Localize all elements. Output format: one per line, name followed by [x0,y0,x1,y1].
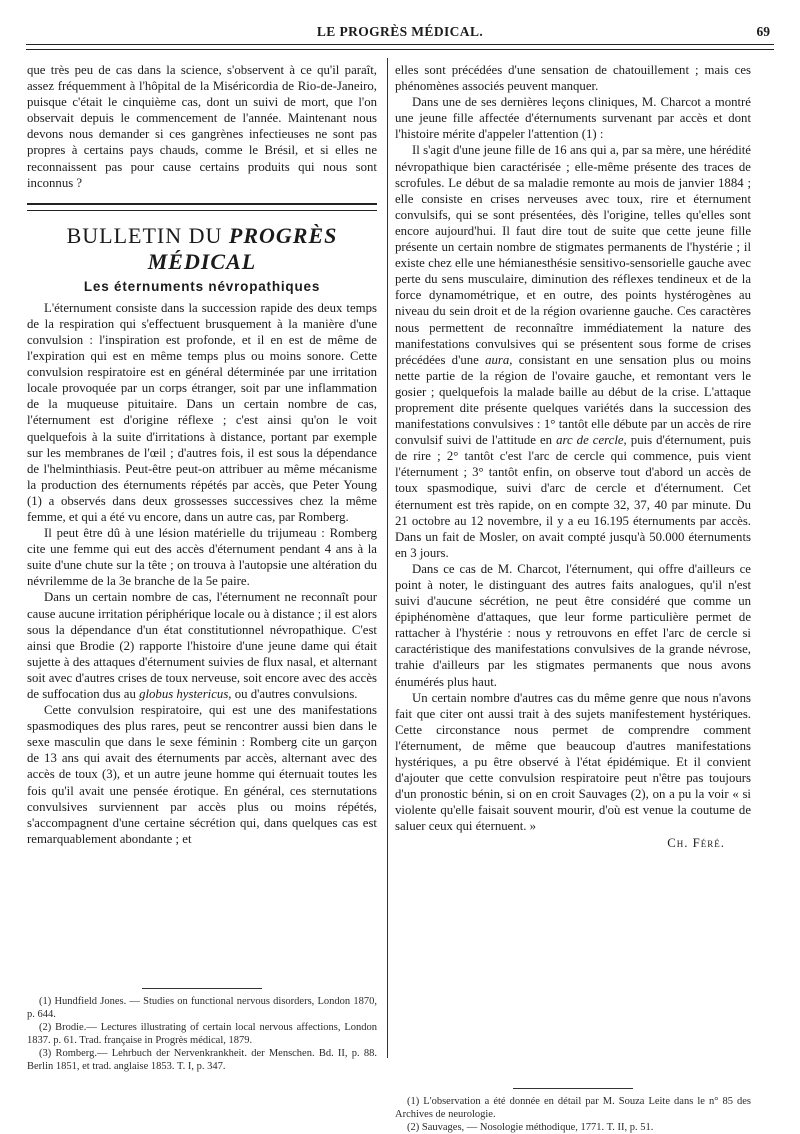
bulletin-title [27,223,377,275]
footnote: (1) L'observation a été donnée en détail par M. Souza Leite dans le n° 85 des Archives de neurologie. [395,1096,751,1120]
footnote: (3) Romberg.— Lehrbuch der Nervenkrankheit. der Menschen. Bd. II, p. 88. Berlin 1851, et trad. anglaise 1853. T. I, p. 347. [27,1048,377,1072]
body-paragraph: Dans ce cas de M. Charcot, l'éternument, qui offre d'ailleurs ce point à noter, le distinguant des autres faits analogues, qu'il n'est suivi d'aucune sécrétion, ne peut être considéré que comme un épiphénomène d'attaques, que leur forme particulière permet de rattacher à l'hystérie : nous y retrouvons en effet l'arc de cercle si caractéristique des manifestations convulsives de la grande névrose, trahie d'ailleurs par les stigmates permanents que nous avons énumérés plus haut. [395,561,751,689]
text-run: consistant en une sensation plus ou moins nette partie de la région de l'ovaire gauche, et remontant vers le gosier ; quelquefois la malade baille au début de la crise. L'attaque proprement dite présente quelques variétés dans la succession des manifestations convulsives : 1° tantôt elle débute par un accès de rire convulsif suivi de l'attitude en [395,352,751,448]
section-title: Les éternuments névropathiques [83,278,321,294]
footnotes-right [395,1078,751,1134]
body-paragraph [395,142,751,560]
footnote-rule [513,1088,633,1089]
body-paragraph: Un certain nombre d'autres cas du même genre que nous n'avons fait que citer ont aussi trait à des sujets manifestement hystériques. Cette circonstance nous permet de comprendre comment l'éternument, de même que beaucoup d'autres manifestations hystériques, a pu être observé à l'état épidémique. Et il convient d'ajouter que cette convulsion respiratoire peut n'être pas toujours d'un pronostic bénin, si on en croit Sauvages (2), on a pu la voir « si violente qu'elle faisait souvent mourir, d'où est venue la coutume de saluer ceux qui éternuent. » [395,690,751,834]
bulletin-title-journal: PROGRÈS MÉDICAL [147,222,338,274]
journal-title: LE PROGRÈS MÉDICAL. [316,24,484,39]
column-divider [387,58,388,1058]
body-paragraph [27,589,377,702]
body-paragraph: elles sont précédées d'une sensation de chatouillement ; mais ces phénomènes associés peuvent manquer. [395,63,751,94]
body-paragraph: Il peut être dû à une lésion matérielle du trijumeau : Romberg cite une femme qui eut des accès d'éternument pendant 4 ans à la suite d'une chute sur la tête ; on trouva à l'autopsie une altération du névrilemme de la 3e branche de la 5e paire. [27,526,377,589]
footnotes-left [27,978,377,1073]
body-paragraph: Dans une de ses dernières leçons cliniques, M. Charcot a montré une jeune fille affectée d'éternuments survenant par accès et dont l'histoire mérite d'appeler l'attention (1) : [395,95,751,142]
header-rule [26,44,774,50]
bulletin-title-prefix: BULLETIN DU [66,222,223,248]
italic-term: aura, [485,352,513,367]
footnote: (2) Sauvages, — Nosologie méthodique, 1771. T. II, p. 51. [407,1122,654,1133]
intro-paragraph: que très peu de cas dans la science, s'observent à ce qu'il paraît, assez fréquemment à l'hôpital de la Miséricordia de Rio-de-Janeiro, puisque c'était le cinquième cas, dont un suivi de mort, que l'on observait depuis le commencement de l'année. Maintenant nous devons nous demander si ces gangrènes infectieuses ne sont pas propres à certains pays chauds, comme le Brésil, et si elles ne reconnaissent pas pour cause certains produits qui nous sont inconnus ? [27,63,377,190]
section-rule [27,203,377,211]
body-paragraph: L'éternument consiste dans la succession rapide des deux temps de la respiration qui s'effectuent brusquement à la manière d'une convulsion : l'inspiration est profonde, et il en est de même de l'expiration qui est en même temps plus ou moins sonore. Cette convulsion respiratoire est en général déterminée par une irritation locale provoquée par un corps étranger, soit par une inflammation de la muqueuse pituitaire. Dans un certain nombre de cas, l'éternument est d'origine réflexe ; c'est ainsi qu'on le voit quelquefois à la suite d'irritations à distance, portant par exemple sur les membranes de l'œil ; d'autres fois, il est sous la dépendance de l'helminthiasis. Peut-être peut-on attribuer au même mécanisme la production des éternuments répétés par accès, que Peter Young (1) a observés dans deux grossesses successives chez la même femme, et qui a été vu encore, dans un autre cas, par Romberg. [27,300,377,524]
text-run: puis d'éternument, puis de rire ; 2° tantôt c'est l'arc de cercle qui commence, puis vient l'éternument ; 3° tantôt enfin, on observe tout d'abord un accès de toux spasmodique, suivi d'arc de cercle et d'éternument. Cet éternument est très rapide, on en compte 32, 37, 40 par minute. Du 21 octobre au 12 novembre, il y a eu 16.195 éternuments par accès. Dans un fait de Mosler, on avait compté jusqu'à 50.000 éternuments en 3 jours. [395,433,751,560]
author-signature: Ch. Féré. [667,835,725,850]
text-run: Dans un certain nombre de cas, l'éternument ne reconnaît pour cause aucune irritation périphérique locale ou à distance ; il est alors sous la dépendance d'un état constitutionnel névropathique. C'est ainsi que Brodie (2) rapporte l'histoire d'une jeune dame qui était sujette à des attaques d'éternument suivies de flux nasal, et alternant soit avec d'autres crises de toux nerveuse, soit encore avec des accès de suffocation dus au [27,590,377,701]
running-head [28,24,772,44]
body-paragraph: Cette convulsion respiratoire, qui est une des manifestations spasmodiques des plus rares, peut se rencontrer aussi bien dans le sexe masculin que dans le sexe féminin : Romberg cite un garçon de 13 ans qui avait des éternuments par accès, alternant avec des accès de toux (3), et un autre jeune homme qui éternuait toutes les fois qu'il avait une pensée érotique. En général, ces sternutations convulsives surviennent par accès plus ou moins répétés, s'accompagnent d'une certaine sécrétion qui, dans quelques cas est remarquablement abondante ; et [27,703,377,846]
italic-term: globus hystericus, [139,687,232,701]
text-run: ou d'autres convulsions. [234,687,358,701]
right-column [395,62,751,1133]
footnote: (2) Brodie.— Lectures illustrating of certain local nervous affections, London 1837. p. 61. Trad. française in Progrès médical, 1879. [27,1022,377,1046]
text-run: Il s'agit d'une jeune fille de 16 ans qui a, par sa mère, une hérédité névropathique bien caractérisée ; elle-même présente des traces de scrofules. Le début de sa maladie remonte au mois de janvier 1884 ; elle consiste en crises nerveuses avec toux, rire et éternument convulsifs, qui se sont présentées, dès l'origine, telles qu'elles sont encore aujourd'hui. Il faut dire tout de suite que cette jeune fille présente un certain nombre de stigmates permanents de l'hystérie ; il existe chez elle une hémianesthésie sensitivo-sensorielle gauche avec perte du sens musculaire, diminution des réflexes tendineux et de la force dynamométrique, et en outre, des points hystérogènes au niveau du sein droit et de la région ovarienne gauche. Ces caractères nous permettent de reconnaître immédiatement la nature des manifestations convulsives qui se présentent sous forme de crises précédées d'une [395,143,751,367]
page-number: 69 [756,24,770,39]
italic-term: arc de cercle, [556,433,627,448]
footnote-rule [142,988,262,989]
footnote: (1) Hundfield Jones. — Studies on functional nervous disorders, London 1870, p. 644. [27,996,377,1020]
left-column [27,62,377,1114]
